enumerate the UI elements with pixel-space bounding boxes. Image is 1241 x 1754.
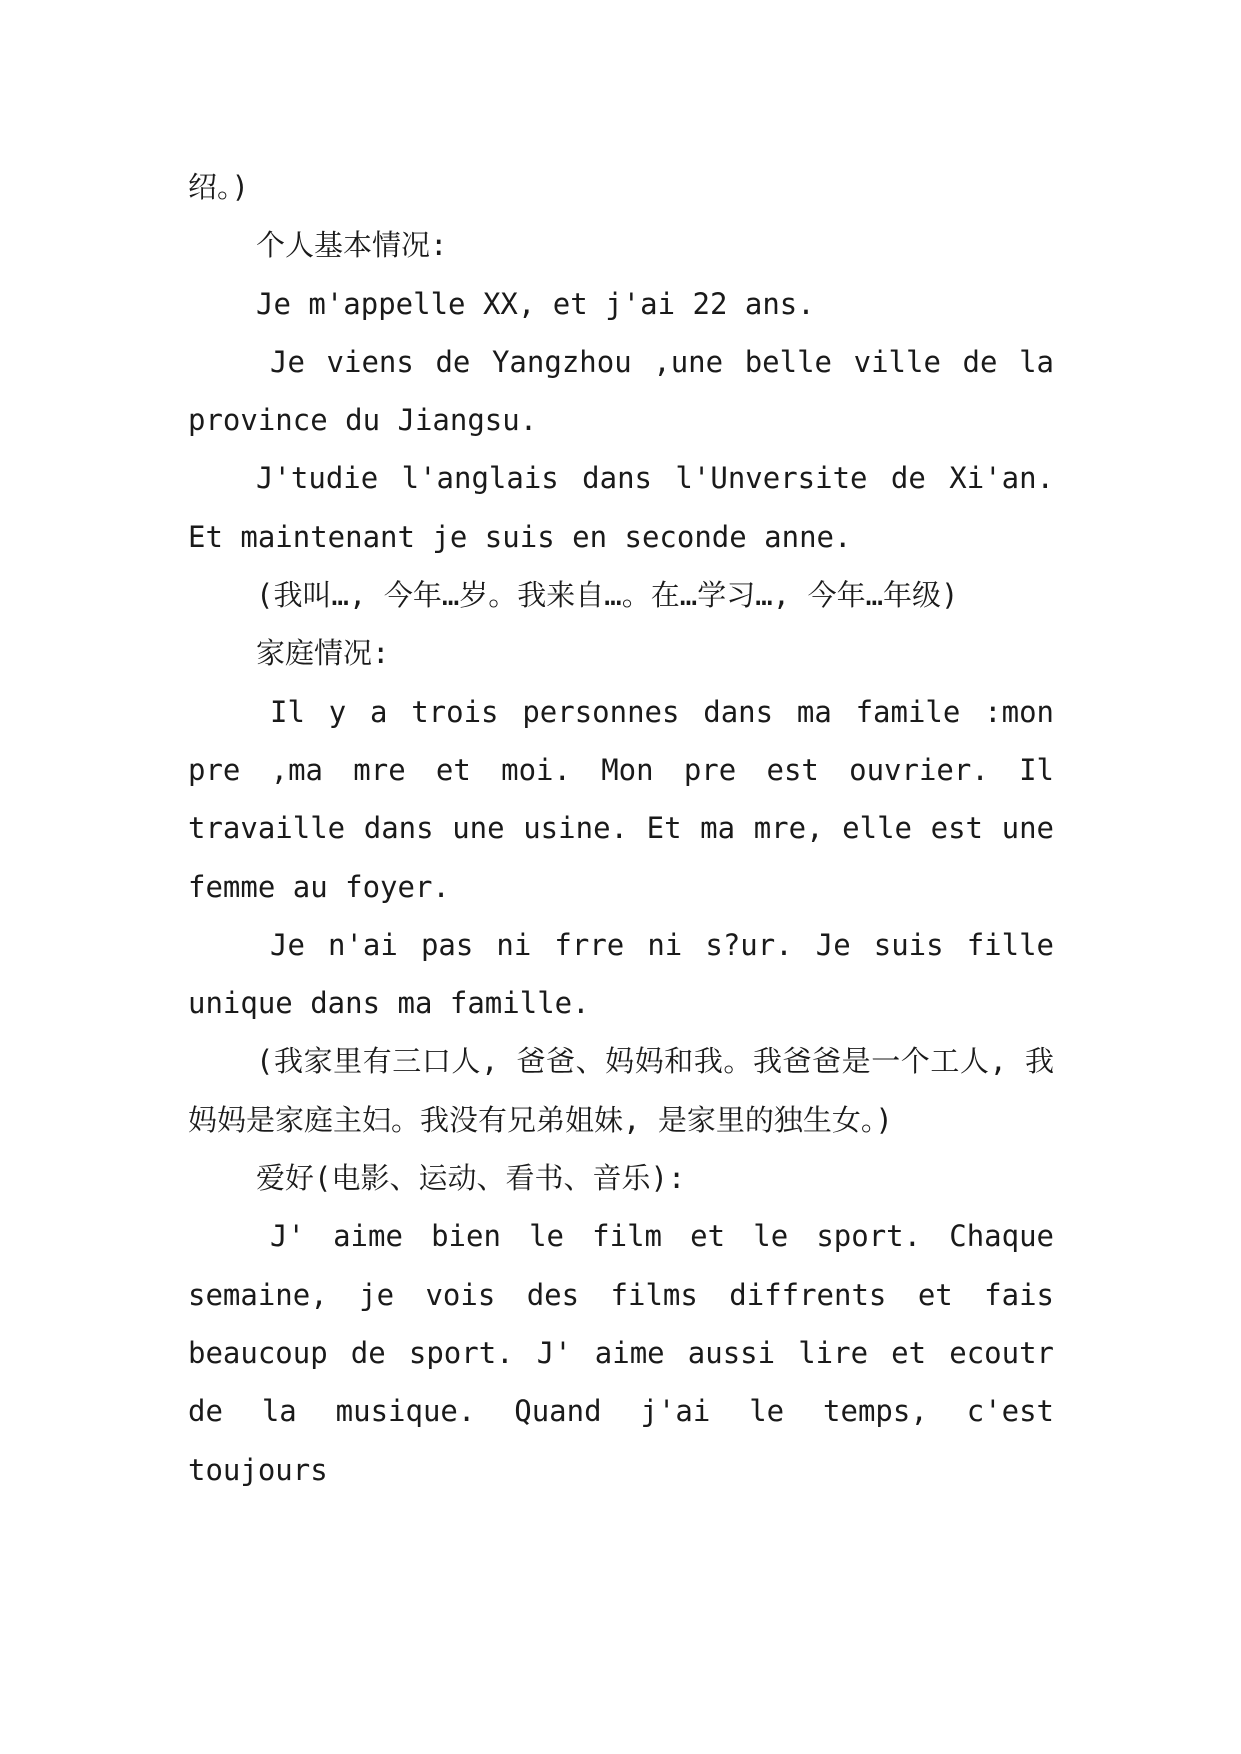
heading-family: 家庭情况: [256, 636, 390, 671]
heading-hobbies: 爱好(电影、运动、看书、音乐): [256, 1161, 686, 1196]
paragraph-studies: J'tudie l'anglais dans l'Unversite de Xi'an. Et maintenant je suis en seconde anne. [188, 461, 1054, 554]
document-body [188, 158, 1054, 1499]
paragraph-hometown: Je viens de Yangzhou ,une belle ville de la province du Jiangsu. [188, 344, 1054, 438]
paragraph-continuation: 绍。) [188, 170, 249, 204]
paragraph-family: Il y a trois personnes dans ma famile :mon pre ,ma mre et moi. Mon pre est ouvrier. Il travaille dans une usine. Et ma mre, elle est une femme au foyer. [188, 694, 1054, 904]
paragraph-chinese-translation-1: (我叫…, 今年…岁。我来自…。在…学习…, 今年…年级) [256, 578, 959, 613]
paragraph-siblings: Je n'ai pas ni frre ni s?ur. Je suis fille unique dans ma famille. [188, 927, 1054, 1021]
heading-personal-info: 个人基本情况: [256, 228, 448, 263]
paragraph-hobbies: J' aime bien le film et le sport. Chaque semaine, je vois des films diffrents et fais beaucoup de sport. J' aime aussi lire et ecoutr de la musique. Quand j'ai le temps, c'est toujours [188, 1219, 1054, 1487]
paragraph-chinese-translation-2: (我家里有三口人, 爸爸、妈妈和我。我爸爸是一个工人, 我妈妈是家庭主妇。我没有兄弟姐妹, 是家里的独生女。) [188, 1044, 1054, 1137]
paragraph-name-age: Je m'appelle XX, et j'ai 22 ans. [256, 286, 815, 321]
